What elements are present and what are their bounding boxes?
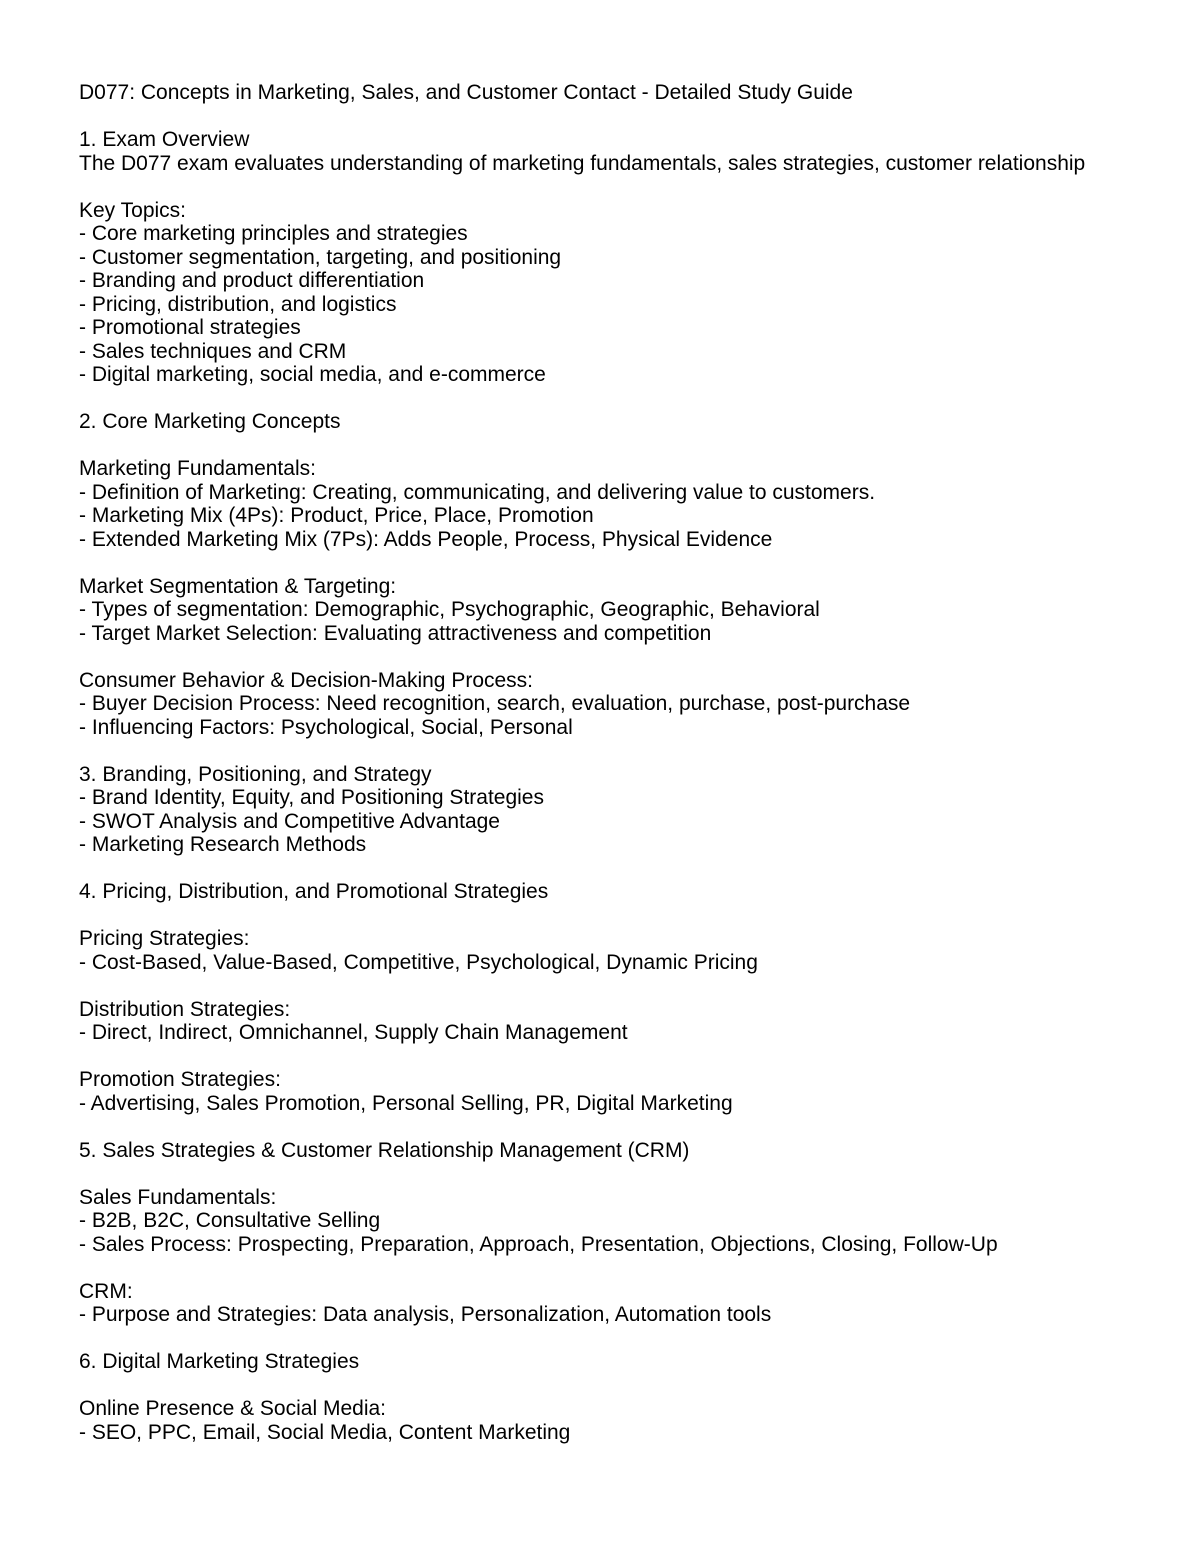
bullet-item: - Promotional strategies: [79, 316, 301, 339]
blank-line: [79, 1256, 1200, 1280]
blank-line: [79, 974, 1200, 998]
bullet-item: - Purpose and Strategies: Data analysis, Personalization, Automation tools: [79, 1303, 772, 1326]
paragraph-line: The D077 exam evaluates understanding of marketing fundamentals, sales strategies, customer relationship: [79, 151, 1086, 175]
blank-line: [79, 904, 1200, 928]
section-heading: 6. Digital Marketing Strategies: [79, 1350, 360, 1373]
document-body: [79, 81, 1200, 1444]
bullet-item: - Core marketing principles and strategies: [79, 222, 468, 245]
bullet-item: - Advertising, Sales Promotion, Personal Selling, PR, Digital Marketing: [79, 1091, 733, 1115]
document-title: D077: Concepts in Marketing, Sales, and Customer Contact - Detailed Study Guide: [79, 81, 853, 104]
subsection-heading: Key Topics:: [79, 198, 186, 222]
bullet-item: - SWOT Analysis and Competitive Advantage: [79, 809, 500, 833]
section-heading: 4. Pricing, Distribution, and Promotional Strategies: [79, 880, 549, 903]
blank-line: [79, 1045, 1200, 1069]
bullet-item: - Sales techniques and CRM: [79, 339, 347, 363]
subsection-heading: Sales Fundamentals:: [79, 1185, 277, 1209]
bullet-item: - Digital marketing, social media, and e-commerce: [79, 363, 546, 386]
blank-line: [79, 387, 1200, 411]
bullet-item: - Direct, Indirect, Omnichannel, Supply Chain Management: [79, 1021, 628, 1044]
section-heading: 5. Sales Strategies & Customer Relationship Management (CRM): [79, 1138, 690, 1162]
section-heading: 2. Core Marketing Concepts: [79, 410, 341, 433]
subsection-heading: Marketing Fundamentals:: [79, 457, 316, 480]
blank-line: [79, 645, 1200, 669]
section-heading: 1. Exam Overview: [79, 128, 250, 151]
bullet-item: - Target Market Selection: Evaluating attractiveness and competition: [79, 621, 712, 645]
bullet-item: - Brand Identity, Equity, and Positioning Strategies: [79, 786, 544, 809]
bullet-item: - Influencing Factors: Psychological, Social, Personal: [79, 715, 573, 739]
bullet-item: - B2B, B2C, Consultative Selling: [79, 1209, 381, 1232]
bullet-item: - Pricing, distribution, and logistics: [79, 292, 397, 316]
subsection-heading: Distribution Strategies:: [79, 997, 291, 1021]
section-heading: 3. Branding, Positioning, and Strategy: [79, 762, 432, 786]
blank-line: [79, 739, 1200, 763]
subsection-heading: Consumer Behavior & Decision-Making Process:: [79, 668, 534, 692]
blank-line: [79, 434, 1200, 458]
bullet-item: - Marketing Research Methods: [79, 833, 367, 856]
bullet-item: - Extended Marketing Mix (7Ps): Adds People, Process, Physical Evidence: [79, 527, 773, 551]
bullet-item: - Marketing Mix (4Ps): Product, Price, Place, Promotion: [79, 504, 594, 527]
blank-line: [79, 1162, 1200, 1186]
blank-line: [79, 175, 1200, 199]
blank-line: [79, 1374, 1200, 1398]
bullet-item: - SEO, PPC, Email, Social Media, Content Marketing: [79, 1420, 571, 1444]
bullet-item: - Sales Process: Prospecting, Preparation, Approach, Presentation, Objections, Closing, Follow-Up: [79, 1232, 998, 1256]
blank-line: [79, 857, 1200, 881]
subsection-heading: CRM:: [79, 1279, 133, 1303]
blank-line: [79, 1327, 1200, 1351]
blank-line: [79, 1115, 1200, 1139]
bullet-item: - Buyer Decision Process: Need recognition, search, evaluation, purchase, post-purchase: [79, 692, 911, 715]
bullet-item: - Types of segmentation: Demographic, Psychographic, Geographic, Behavioral: [79, 598, 820, 621]
bullet-item: - Branding and product differentiation: [79, 269, 425, 292]
subsection-heading: Market Segmentation & Targeting:: [79, 574, 397, 598]
bullet-item: - Customer segmentation, targeting, and positioning: [79, 245, 562, 269]
blank-line: [79, 105, 1200, 129]
bullet-item: - Definition of Marketing: Creating, communicating, and delivering value to customers.: [79, 480, 876, 504]
blank-line: [79, 551, 1200, 575]
subsection-heading: Promotion Strategies:: [79, 1068, 281, 1091]
subsection-heading: Online Presence & Social Media:: [79, 1397, 386, 1420]
subsection-heading: Pricing Strategies:: [79, 927, 250, 950]
bullet-item: - Cost-Based, Value-Based, Competitive, Psychological, Dynamic Pricing: [79, 950, 758, 974]
